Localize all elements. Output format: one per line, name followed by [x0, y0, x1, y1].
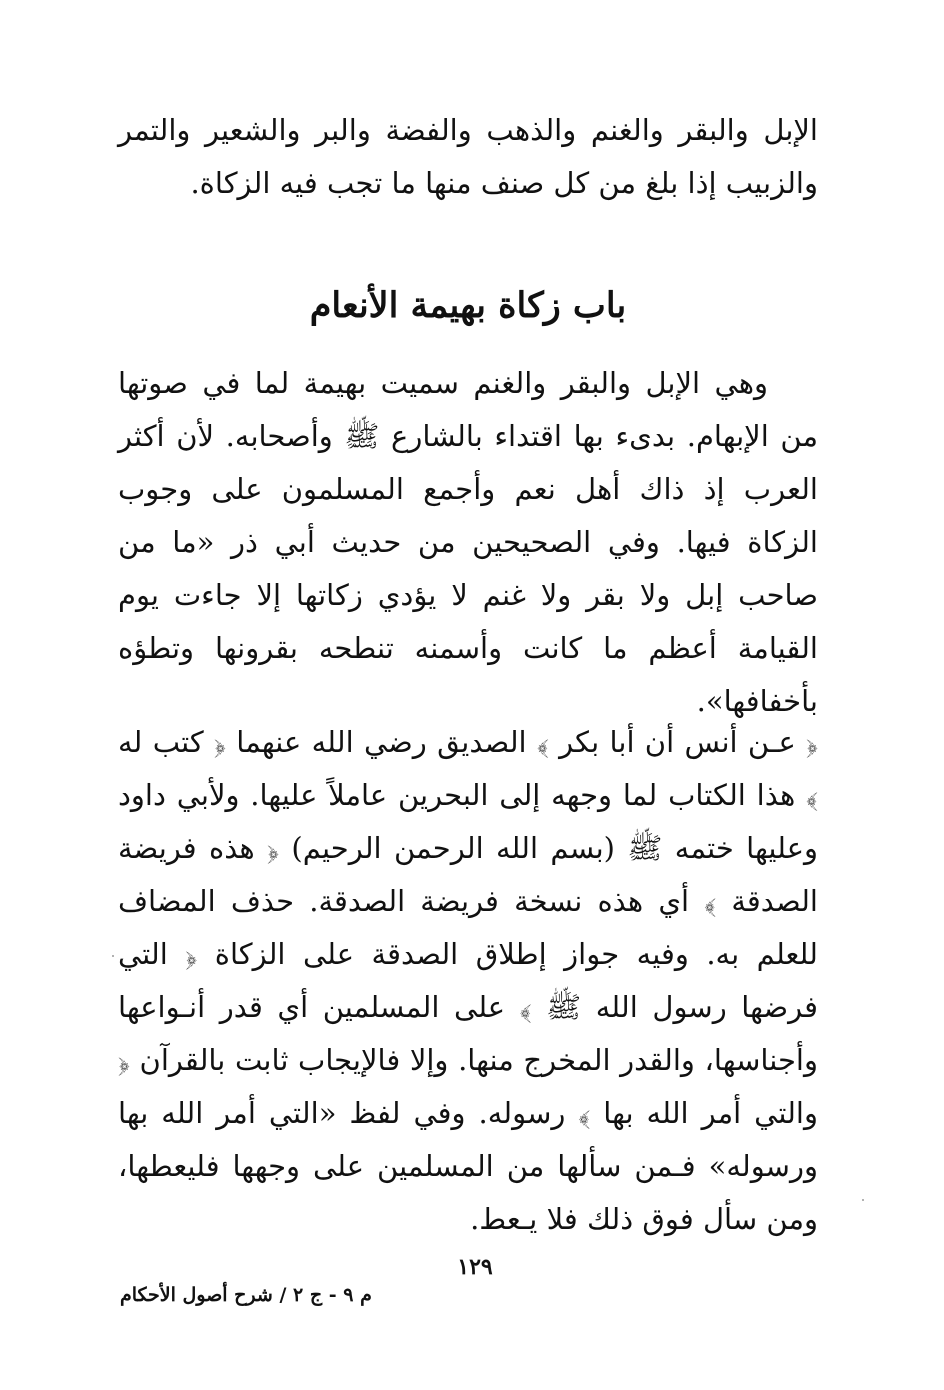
paragraph-zakat-items: الإبل والبقر والغنم والذهب والفضة والبر والشعير والتمر والزبيب إذا بلغ من كل صنف منها ما تجب فيه الزكاة.	[118, 113, 818, 200]
scan-speck	[112, 955, 114, 957]
scan-speck	[862, 1199, 864, 1201]
page-number: ١٢٩	[457, 1254, 493, 1280]
footer-reference: م ٩ - ج ٢ / شرح أصول الأحكام	[120, 1284, 372, 1306]
paragraph-hadith-anas: ﴿ عـن أنس أن أبا بكر ﴾ الصديق رضي الله عنهما ﴿ كتب له ﴾ هذا الكتاب لما وجهه إلى البحرين عاملاً عليها. ولأبي داود وعليها ختمه ﷺ (بسم الله الرحمن الرحيم) ﴿ هذه فريضة الصدقة ﴾ أي هذه نسخة فريضة الصدقة. حذف المضاف للعلم به. وفيه جواز إطلاق الصدقة على الزكاة ﴿ التي فرضها رسول الله ﷺ ﴾ على المسلمين أي قدر أنـواعها وأجناسها، والقدر المخرج منها. وإلا فالإيجاب ثابت بالقرآن ﴿ والتي أمر الله بها ﴾ رسوله. وفي لفظ «التي أمر الله بها ورسوله» فـمن سألها من المسلمين على وجهها فليعطها، ومن سأل فوق ذلك فلا يـعط.	[118, 725, 818, 1236]
paragraph-livestock-intro: وهي الإبل والبقر والغنم سميت بهيمة لما في صوتها من الإبهام. بدىء بها اقتداء بالشارع ﷺ وأصحابه. لأن أكثر العرب إذ ذاك أهل نعم وأجمع المسلمون على وجوب الزكاة فيها. وفي الصحيحين من حديث أبي ذر «ما من صاحب إبل ولا بقر ولا غنم لا يؤدي زكاتها إلا جاءت يوم القيامة أعظم ما كانت وأسمنه تنطحه بقرونها وتطؤه بأخفافها».	[118, 366, 818, 718]
section-heading: باب زكاة بهيمة الأنعام	[309, 285, 627, 326]
